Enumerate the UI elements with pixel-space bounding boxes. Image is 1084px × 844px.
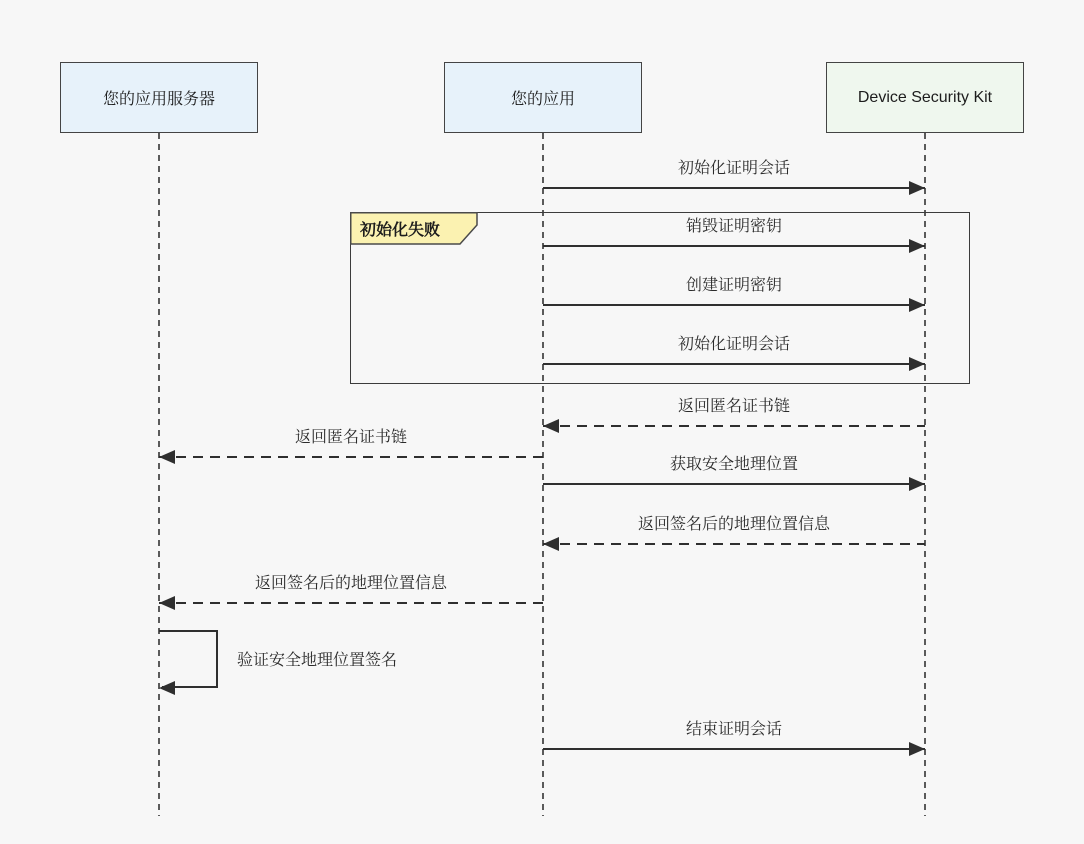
- arrowhead-icon: [909, 477, 925, 491]
- message-label: 销毁证明密钥: [685, 218, 783, 235]
- fragment-label-tag: [350, 212, 478, 250]
- message-line: [543, 187, 925, 189]
- message-label: 返回匿名证书链: [677, 398, 791, 415]
- message-line: [543, 245, 925, 247]
- message-label: 创建证明密钥: [685, 277, 783, 294]
- message-line: [159, 602, 543, 604]
- message-line: [543, 363, 925, 365]
- message-label: 结束证明会话: [685, 721, 783, 738]
- arrowhead-icon: [909, 181, 925, 195]
- arrowhead-icon: [909, 298, 925, 312]
- actor-label: 您的应用: [510, 91, 575, 108]
- arrowhead-icon: [159, 450, 175, 464]
- arrowhead-icon: [909, 742, 925, 756]
- lifeline-your-app-server: [158, 133, 160, 816]
- message-line: [543, 483, 925, 485]
- self-loop-right-line: [216, 630, 218, 688]
- fragment-tag-shape: [350, 212, 478, 245]
- actor-label: 您的应用服务器: [102, 91, 215, 108]
- message-label: 初始化证明会话: [677, 336, 791, 353]
- arrowhead-icon: [909, 239, 925, 253]
- fragment-label: 初始化失败: [360, 222, 441, 239]
- message-label: 返回签名后的地理位置信息: [254, 575, 448, 592]
- message-label: 初始化证明会话: [677, 160, 791, 177]
- message-line: [543, 425, 925, 427]
- message-label: 获取安全地理位置: [669, 456, 799, 473]
- arrowhead-icon: [159, 681, 175, 695]
- self-message-label: 验证安全地理位置签名: [237, 652, 398, 669]
- message-line: [543, 748, 925, 750]
- message-label: 返回签名后的地理位置信息: [637, 516, 831, 533]
- actor-label: Device Security Kit: [857, 88, 993, 106]
- arrowhead-icon: [543, 419, 559, 433]
- actor-device-security-kit: [826, 62, 1024, 133]
- arrowhead-icon: [543, 537, 559, 551]
- arrowhead-icon: [159, 596, 175, 610]
- message-line: [159, 456, 543, 458]
- message-line: [543, 543, 925, 545]
- actor-your-app: [444, 62, 642, 133]
- message-line: [543, 304, 925, 306]
- arrowhead-icon: [909, 357, 925, 371]
- self-loop-top-line: [159, 630, 218, 632]
- message-label: 返回匿名证书链: [294, 429, 408, 446]
- actor-your-app-server: [60, 62, 258, 133]
